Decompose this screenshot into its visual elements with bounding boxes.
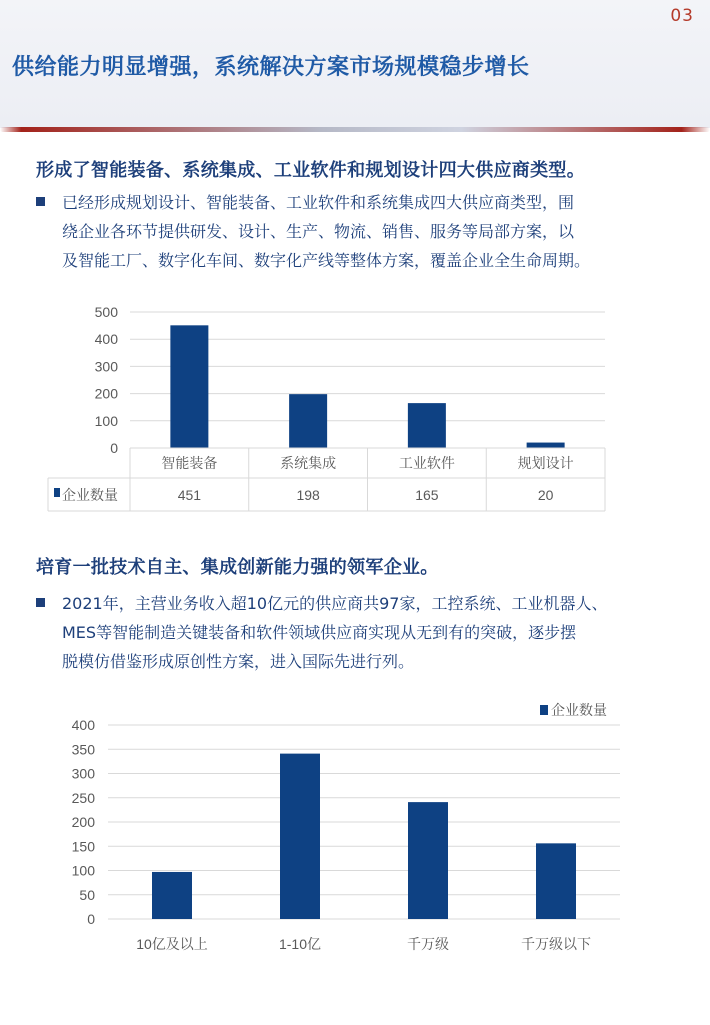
y-tick-label: 50 — [79, 886, 95, 903]
x-category-label: 千万级以下 — [521, 936, 591, 952]
section1-bullet-line: 已经形成规划设计、智能装备、工业软件和系统集成四大供应商类型，围 — [62, 193, 575, 212]
bar — [527, 443, 565, 448]
page-number: 03 — [670, 6, 694, 26]
x-category-label: 智能装备 — [161, 455, 218, 471]
data-table-value: 165 — [415, 487, 439, 503]
page-title: 供给能力明显增强，系统解决方案市场规模稳步增长 — [12, 55, 530, 80]
y-tick-label: 100 — [94, 412, 118, 429]
x-category-label: 系统集成 — [280, 455, 337, 471]
y-tick-label: 0 — [87, 911, 95, 927]
section2-bullet-line: 脱模仿借鉴形成原创性方案，进入国际先进行列。 — [62, 652, 415, 671]
data-table-value: 451 — [177, 487, 202, 503]
y-tick-label: 100 — [71, 862, 95, 879]
series-name: 企业数量 — [62, 487, 118, 503]
x-category-label: 10亿及以上 — [136, 936, 208, 952]
bar — [152, 872, 192, 919]
chart-supplier-types — [0, 295, 710, 525]
x-category-label: 1-10亿 — [278, 936, 322, 952]
y-tick-label: 300 — [94, 358, 118, 375]
x-category-label: 规划设计 — [517, 455, 574, 471]
y-tick-label: 200 — [94, 385, 118, 402]
data-table-value: 198 — [296, 487, 320, 503]
section2-bullet-line: MES等智能制造关键装备和软件领域供应商实现从无到有的突破，逐步摆 — [62, 623, 577, 642]
section1-bullet-line: 及智能工厂、数字化车间、数字化产线等整体方案，覆盖企业全生命周期。 — [62, 251, 591, 270]
y-tick-label: 400 — [94, 331, 118, 348]
x-category-label: 工业软件 — [398, 455, 455, 471]
y-tick-label: 0 — [110, 440, 118, 456]
chart-revenue-scale — [0, 690, 710, 970]
section2-bullet-line: 2021年，主营业务收入超10亿元的供应商共97家，工控系统、工业机器人、 — [62, 594, 608, 613]
y-tick-label: 500 — [94, 304, 118, 320]
section1-bullet-line: 绕企业各环节提供研发、设计、生产、物流、销售、服务等局部方案，以 — [62, 222, 575, 241]
bar — [536, 843, 576, 919]
section2-bullet — [36, 589, 676, 676]
x-category-label: 千万级 — [407, 936, 449, 952]
header-divider — [0, 127, 710, 132]
y-tick-label: 150 — [71, 838, 95, 855]
data-table-value: 20 — [537, 487, 554, 503]
bar — [280, 754, 320, 919]
legend-key-icon — [540, 705, 548, 715]
bar — [170, 325, 208, 448]
y-tick-label: 200 — [71, 814, 95, 830]
section1-bullet — [36, 188, 676, 275]
legend-key-icon — [54, 488, 60, 497]
bar — [408, 403, 446, 448]
y-tick-label: 350 — [71, 741, 95, 758]
section1-heading: 形成了智能装备、系统集成、工业软件和规划设计四大供应商类型。 — [36, 160, 585, 181]
bar — [408, 802, 448, 919]
section2-heading: 培育一批技术自主、集成创新能力强的领军企业。 — [36, 557, 439, 578]
bar — [289, 394, 327, 448]
bullet-square-icon — [36, 197, 45, 206]
section2-bullet-text — [62, 589, 676, 676]
bullet-square-icon — [36, 598, 45, 607]
section1-bullet-text — [62, 188, 676, 275]
y-tick-label: 250 — [71, 789, 95, 806]
legend-label: 企业数量 — [551, 702, 607, 718]
y-tick-label: 300 — [71, 765, 95, 782]
y-tick-label: 400 — [71, 717, 95, 733]
